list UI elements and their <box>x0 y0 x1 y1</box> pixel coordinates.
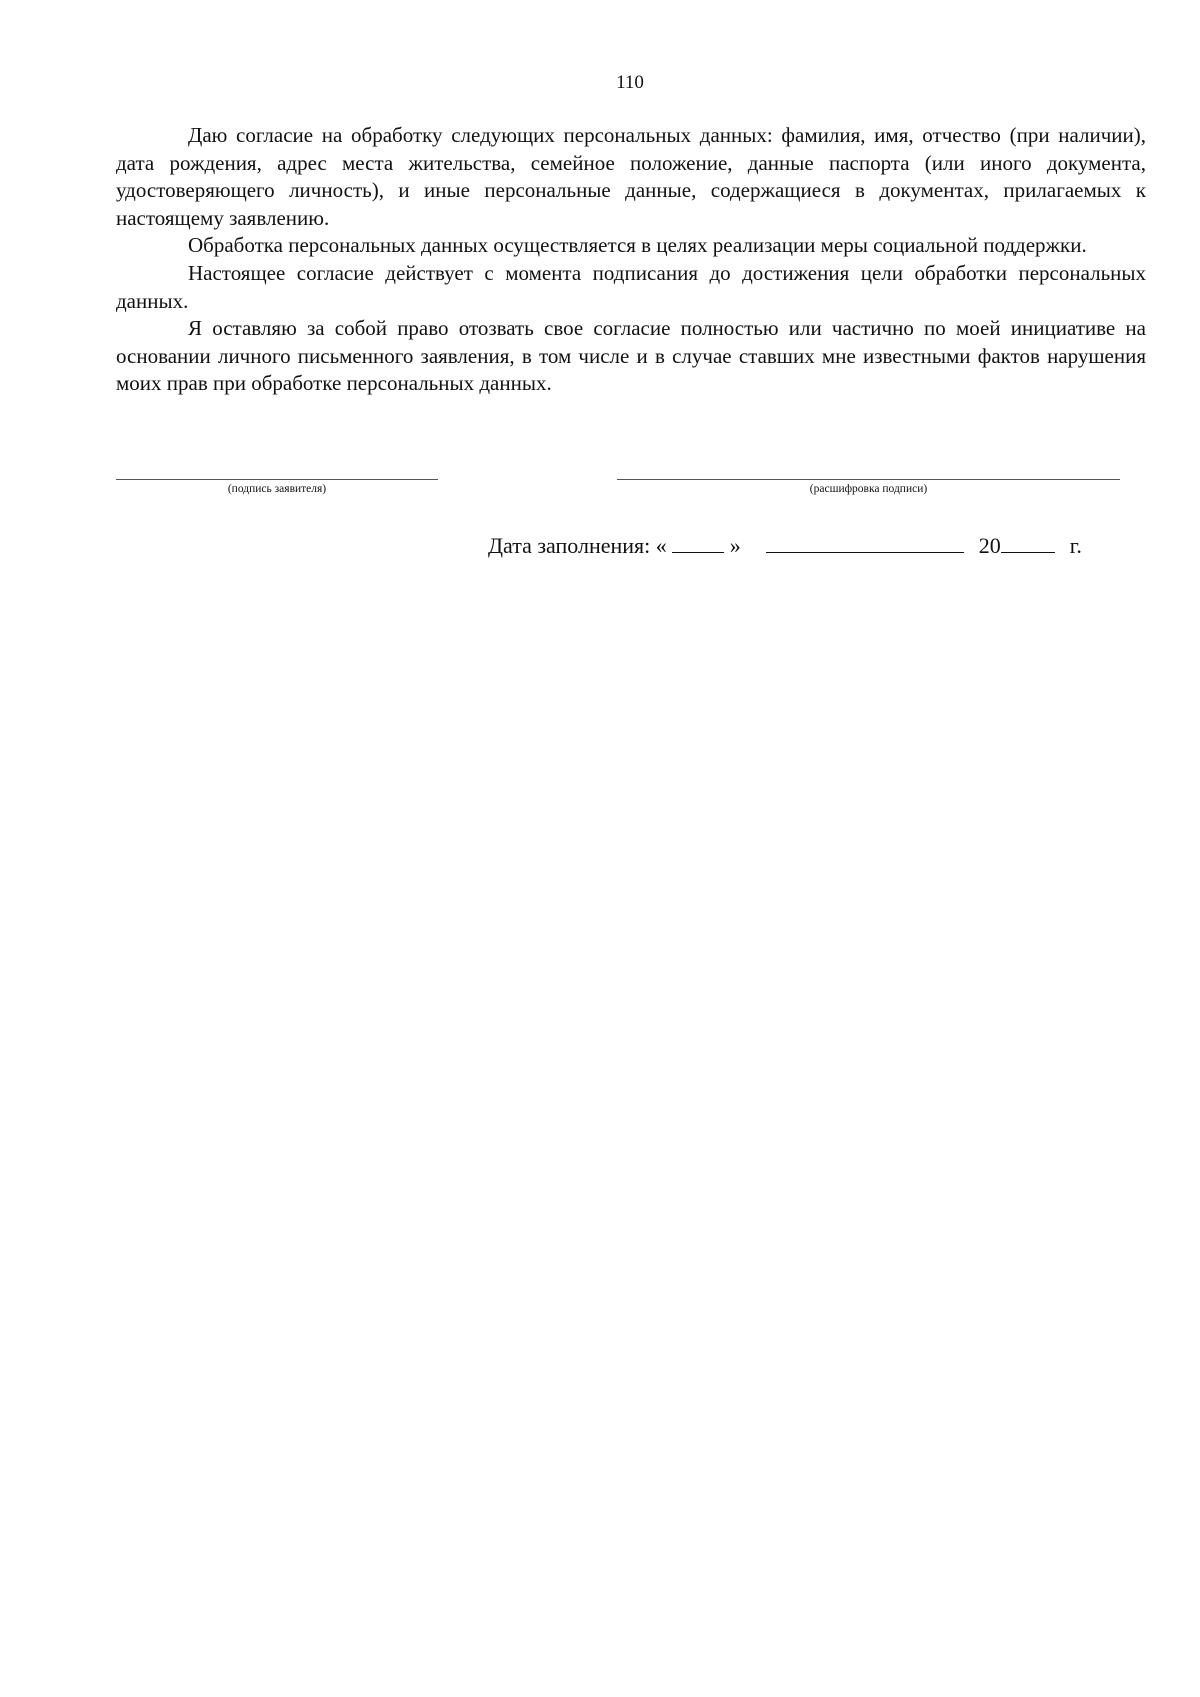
date-day-blank[interactable] <box>672 532 724 553</box>
date-year-blank[interactable] <box>1001 532 1055 553</box>
date-close-quote: » <box>729 533 741 558</box>
date-month-blank[interactable] <box>766 532 964 553</box>
paragraph-revocation-right: Я оставляю за собой право отозвать свое согласие полностью или частично по моей инициативе на основании личного письменного заявления, в том числе и в случае ставших мне известными фактов нарушения моих прав при обработке персональных данных. <box>116 316 1146 396</box>
paragraph-validity: Настоящее согласие действует с момента подписания до достижения цели обработки персональных данных. <box>116 260 1146 313</box>
paragraph-processing-purpose: Обработка персональных данных осуществляется в целях реализации меры социальной поддержки. <box>188 233 1087 258</box>
date-year-prefix: 20 <box>978 533 1001 558</box>
date-label: Дата заполнения: « <box>488 533 667 558</box>
applicant-signature-caption: (подпись заявителя) <box>227 483 327 495</box>
consent-text <box>116 122 1146 398</box>
signature-transcript-field[interactable] <box>617 479 1120 496</box>
completion-date <box>488 532 1082 559</box>
signature-transcript-caption: (расшифровка подписи) <box>809 483 928 495</box>
applicant-signature-field[interactable] <box>116 479 438 496</box>
paragraph-consent-data: Даю согласие на обработку следующих персональных данных: фамилия, имя, отчество (при наличии), дата рождения, адрес места жительства, семейное положение, данные паспорта (или иного документа, удостоверяющего личность), и иные персональные данные, содержащиеся в документах, прилагаемых к настоящему заявлению. <box>116 123 1146 230</box>
page-number: 110 <box>616 72 644 93</box>
date-year-suffix: г. <box>1069 533 1082 558</box>
